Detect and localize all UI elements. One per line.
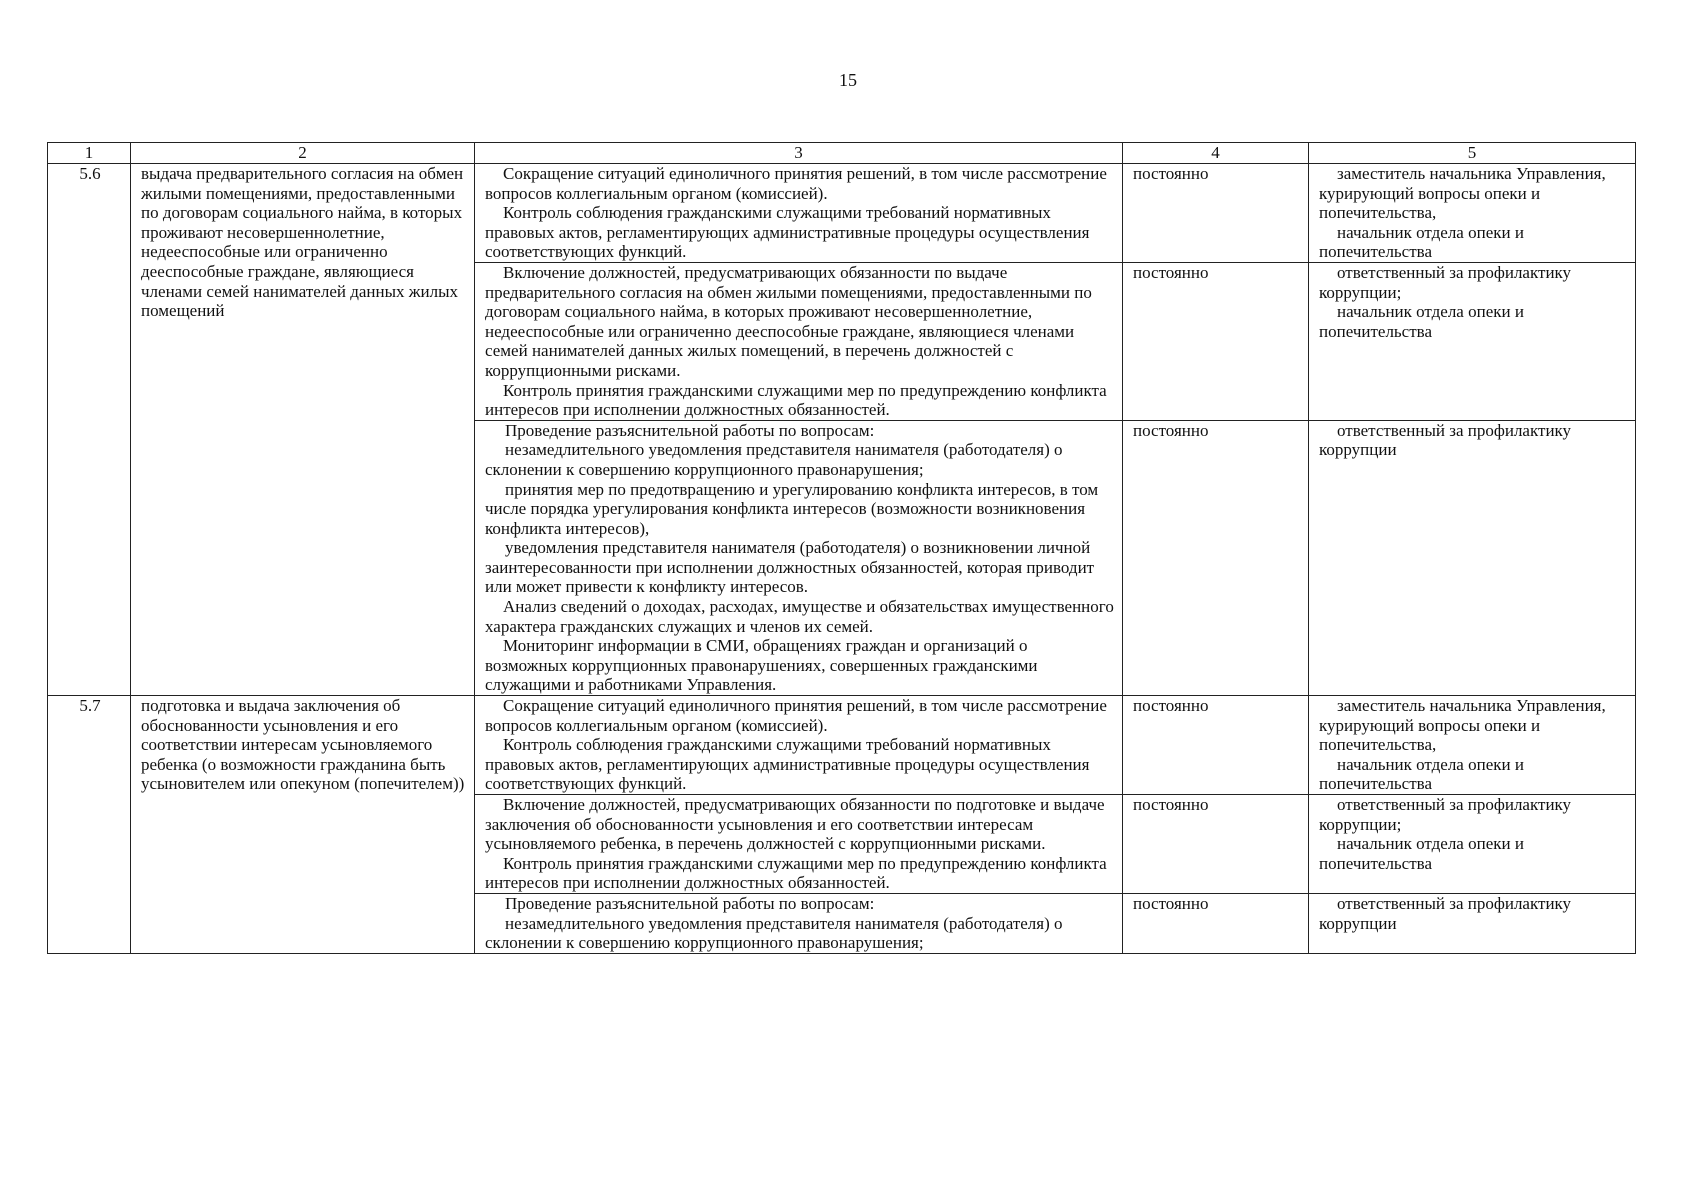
measure-paragraph: Проведение разъяснительной работы по вопросам: [505, 893, 875, 913]
responsible-line: заместитель начальника Управления, курирующий вопросы опеки и попечительства, [1319, 164, 1606, 223]
responsible-cell [1309, 164, 1636, 263]
responsible-line: начальник отдела опеки и попечительства [1319, 754, 1524, 794]
measure-cell [475, 696, 1123, 795]
measure-paragraph: незамедлительного уведомления представителя нанимателя (работодателя) о склонении к совершению коррупционного правонарушения; [485, 913, 1063, 953]
column-header: 2 [131, 143, 475, 164]
responsible-cell [1309, 696, 1636, 795]
responsible-line: ответственный за профилактику коррупции; [1319, 262, 1572, 302]
measure-paragraph: Контроль принятия гражданскими служащими мер по предупреждению конфликта интересов при исполнении должностных обязанностей. [485, 853, 1107, 893]
measure-cell [475, 164, 1123, 263]
measure-cell [475, 893, 1123, 953]
anti-corruption-measures-table [47, 142, 1636, 954]
measure-paragraph: Сокращение ситуаций единоличного принятия решений, в том числе рассмотрение вопросов коллегиальным органом (комиссией). [485, 696, 1107, 735]
item-number: 5.7 [48, 696, 131, 954]
corruption-risk-function: выдача предварительного согласия на обмен жилыми помещениями, предоставленными по договорам социального найма, в которых проживают несовершеннолетние, недееспособные или ограниченно дееспособные граждане, являющиеся членами семей нанимателей данных жилых помещений [131, 164, 475, 696]
measure-paragraph: уведомления представителя нанимателя (работодателя) о возникновении личной заинтересованности при исполнении должностных обязанностей, которая приводит или может привести к конфликту интересов. [485, 538, 1095, 597]
responsible-line: начальник отдела опеки и попечительства [1319, 222, 1524, 262]
responsible-cell [1309, 262, 1636, 420]
item-number: 5.6 [48, 164, 131, 696]
measure-paragraph: Анализ сведений о доходах, расходах, имуществе и обязательствах имущественного характера гражданских служащих и членов их семей. [485, 597, 1114, 636]
measure-cell [475, 795, 1123, 894]
column-header: 1 [48, 143, 131, 164]
responsible-line: ответственный за профилактику коррупции [1319, 893, 1572, 933]
responsible-cell [1309, 420, 1636, 695]
measure-cell [475, 262, 1123, 420]
corruption-risk-function: подготовка и выдача заключения об обоснованности усыновления и его соответствии интересам усыновляемого ребенка (о возможности гражданина быть усыновителем или опекуном (попечителем)) [131, 696, 475, 954]
measure-paragraph: Контроль соблюдения гражданскими служащими требований нормативных правовых актов, регламентирующих административные процедуры осуществления соответствующих функций. [485, 203, 1090, 262]
measure-paragraph: Включение должностей, предусматривающих обязанности по выдаче предварительного согласия на обмен жилыми помещениями, предоставленными по договорам социального найма, в которых проживают несовершеннолетние, недееспособные или ограниченно дееспособные граждане, являющиеся членами семей нанимателей данных жилых помещений, в перечень должностей с коррупционными рисками. [485, 262, 1092, 380]
responsible-cell [1309, 795, 1636, 894]
column-header: 4 [1123, 143, 1309, 164]
term-cell: постоянно [1123, 420, 1309, 695]
column-header: 5 [1309, 143, 1636, 164]
column-number-row [48, 143, 1636, 164]
measure-paragraph: незамедлительного уведомления представителя нанимателя (работодателя) о склонении к совершению коррупционного правонарушения; [485, 440, 1063, 479]
responsible-line: ответственный за профилактику коррупции; [1319, 795, 1572, 834]
responsible-line: начальник отдела опеки и попечительства [1319, 302, 1524, 341]
page-number: 15 [839, 70, 857, 90]
measure-paragraph: Контроль принятия гражданскими служащими мер по предупреждению конфликта интересов при исполнении должностных обязанностей. [485, 380, 1107, 420]
term-cell: постоянно [1123, 164, 1309, 263]
responsible-line: ответственный за профилактику коррупции [1319, 420, 1572, 460]
term-cell: постоянно [1123, 696, 1309, 795]
responsible-cell [1309, 893, 1636, 953]
measure-paragraph: Сокращение ситуаций единоличного принятия решений, в том числе рассмотрение вопросов коллегиальным органом (комиссией). [485, 164, 1107, 203]
measure-paragraph: Мониторинг информации в СМИ, обращениях граждан и организаций о возможных коррупционных правонарушениях, совершенных гражданскими служащими и работниками Управления. [485, 636, 1038, 695]
measure-cell [475, 420, 1123, 695]
column-header: 3 [475, 143, 1123, 164]
responsible-line: заместитель начальника Управления, курирующий вопросы опеки и попечительства, [1319, 696, 1606, 755]
term-cell: постоянно [1123, 262, 1309, 420]
responsible-line: начальник отдела опеки и попечительства [1319, 834, 1524, 873]
measure-paragraph: Проведение разъяснительной работы по вопросам: [505, 420, 875, 440]
measure-paragraph: принятия мер по предотвращению и урегулированию конфликта интересов, в том числе порядка урегулирования конфликта интересов (возможности возникновения конфликта интересов), [485, 479, 1099, 538]
term-cell: постоянно [1123, 795, 1309, 894]
measure-paragraph: Включение должностей, предусматривающих обязанности по подготовке и выдаче заключения об обоснованности усыновления и его соответствии интересам усыновляемого ребенка, в перечень должностей с коррупционными рисками. [485, 795, 1105, 854]
table-row [48, 164, 1636, 263]
measure-paragraph: Контроль соблюдения гражданскими служащими требований нормативных правовых актов, регламентирующих административные процедуры осуществления соответствующих функций. [485, 735, 1090, 794]
term-cell: постоянно [1123, 893, 1309, 953]
table-row [48, 696, 1636, 795]
